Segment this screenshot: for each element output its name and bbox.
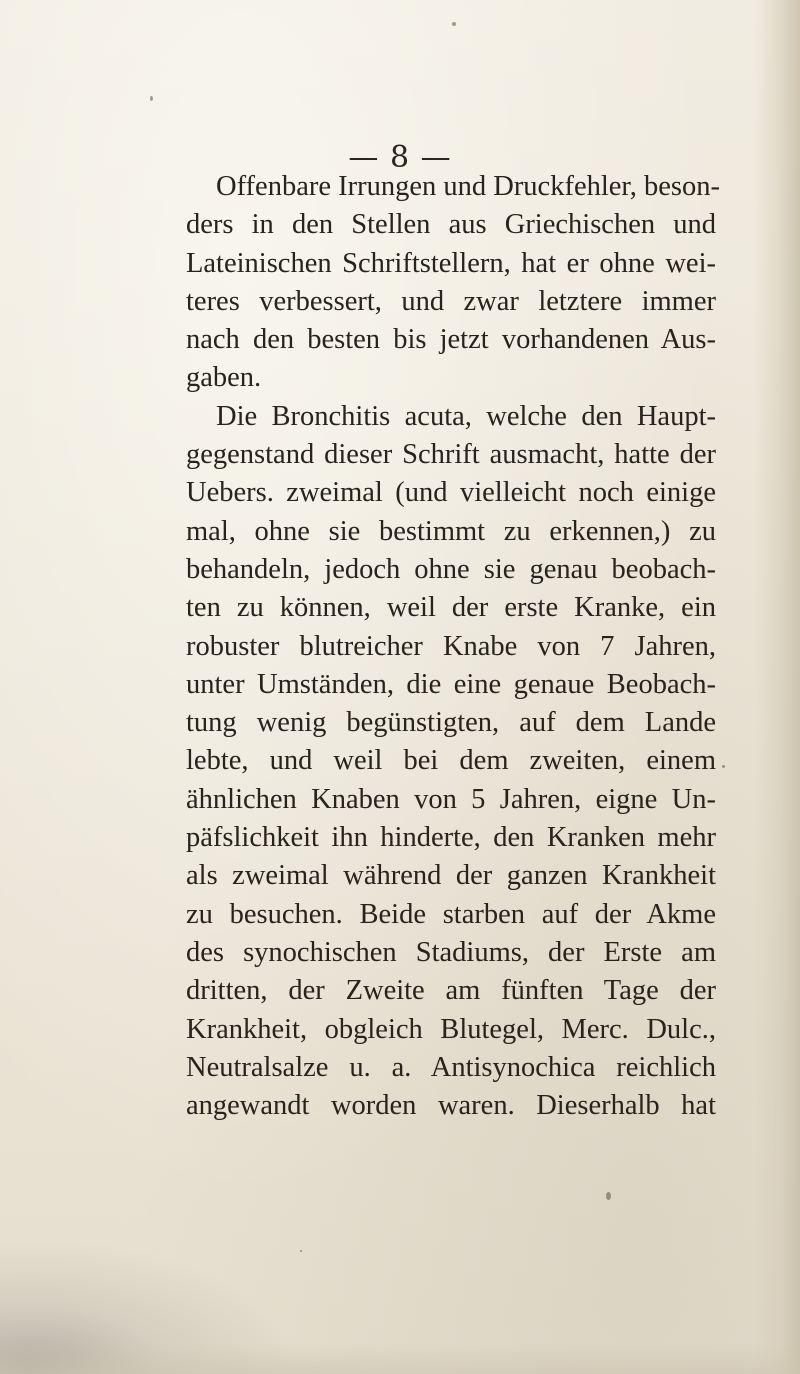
text-line: zu besuchen. Beide starben auf der Akme	[186, 898, 716, 930]
text-line: nach den besten bis jetzt vorhandenen Aus-	[186, 324, 716, 356]
paragraph-1	[186, 168, 720, 398]
text-line: tung wenig begünstigten, auf dem Lande	[186, 707, 716, 739]
text-line: robuster blutreicher Knabe von 7 Jahren,	[186, 630, 716, 662]
text-line: dritten, der Zweite am fünften Tage der	[186, 975, 716, 1007]
text-line: ten zu können, weil der erste Kranke, ein	[186, 592, 716, 624]
text-line: gegenstand dieser Schrift ausmacht, hatte der	[186, 439, 716, 471]
paper-speck	[452, 22, 456, 26]
text-line: Die Bronchitis acuta, welche den Haupt-	[216, 400, 716, 432]
text-line: Neutralsalze u. a. Antisynochica reichlich	[186, 1051, 716, 1083]
bottom-edge	[0, 1344, 800, 1374]
paper-speck	[300, 1250, 302, 1252]
text-line: Lateinischen Schriftstellern, hat er ohne wei-	[186, 247, 716, 279]
text-line: behandeln, jedoch ohne sie genau beobach-	[186, 553, 716, 585]
text-line: als zweimal während der ganzen Krankheit	[186, 860, 716, 892]
text-line: gaben.	[186, 362, 262, 394]
text-line: mal, ohne sie bestimmt zu erkennen,) zu	[186, 515, 716, 547]
text-line: teres verbessert, und zwar letztere immer	[186, 285, 716, 317]
body-text	[186, 168, 720, 1125]
text-line: Offenbare Irrungen und Druckfehler, beson-	[216, 171, 720, 202]
text-line: angewandt worden waren. Dieserhalb hat	[186, 1090, 716, 1122]
paragraph-2	[186, 398, 716, 1126]
text-line: des synochischen Stadiums, der Erste am	[186, 936, 716, 968]
text-line: unter Umständen, die eine genaue Beobach-	[186, 668, 716, 700]
page-edge-shadow	[754, 0, 800, 1374]
paper-speck	[606, 1192, 611, 1200]
paper-speck	[722, 765, 725, 768]
text-line: ders in den Stellen aus Griechischen und	[186, 209, 716, 241]
text-line: lebte, und weil bei dem zweiten, einem	[186, 745, 716, 777]
text-line: Krankheit, obgleich Blutegel, Merc. Dulc.,	[186, 1013, 716, 1045]
text-line: päfslichkeit ihn hinderte, den Kranken mehr	[186, 822, 716, 854]
page-number: — 8 —	[348, 140, 452, 175]
text-line: Uebers. zweimal (und vielleicht noch einige	[186, 477, 716, 509]
paper-speck	[150, 96, 153, 101]
text-line: ähnlichen Knaben von 5 Jahren, eigne Un-	[186, 783, 716, 815]
